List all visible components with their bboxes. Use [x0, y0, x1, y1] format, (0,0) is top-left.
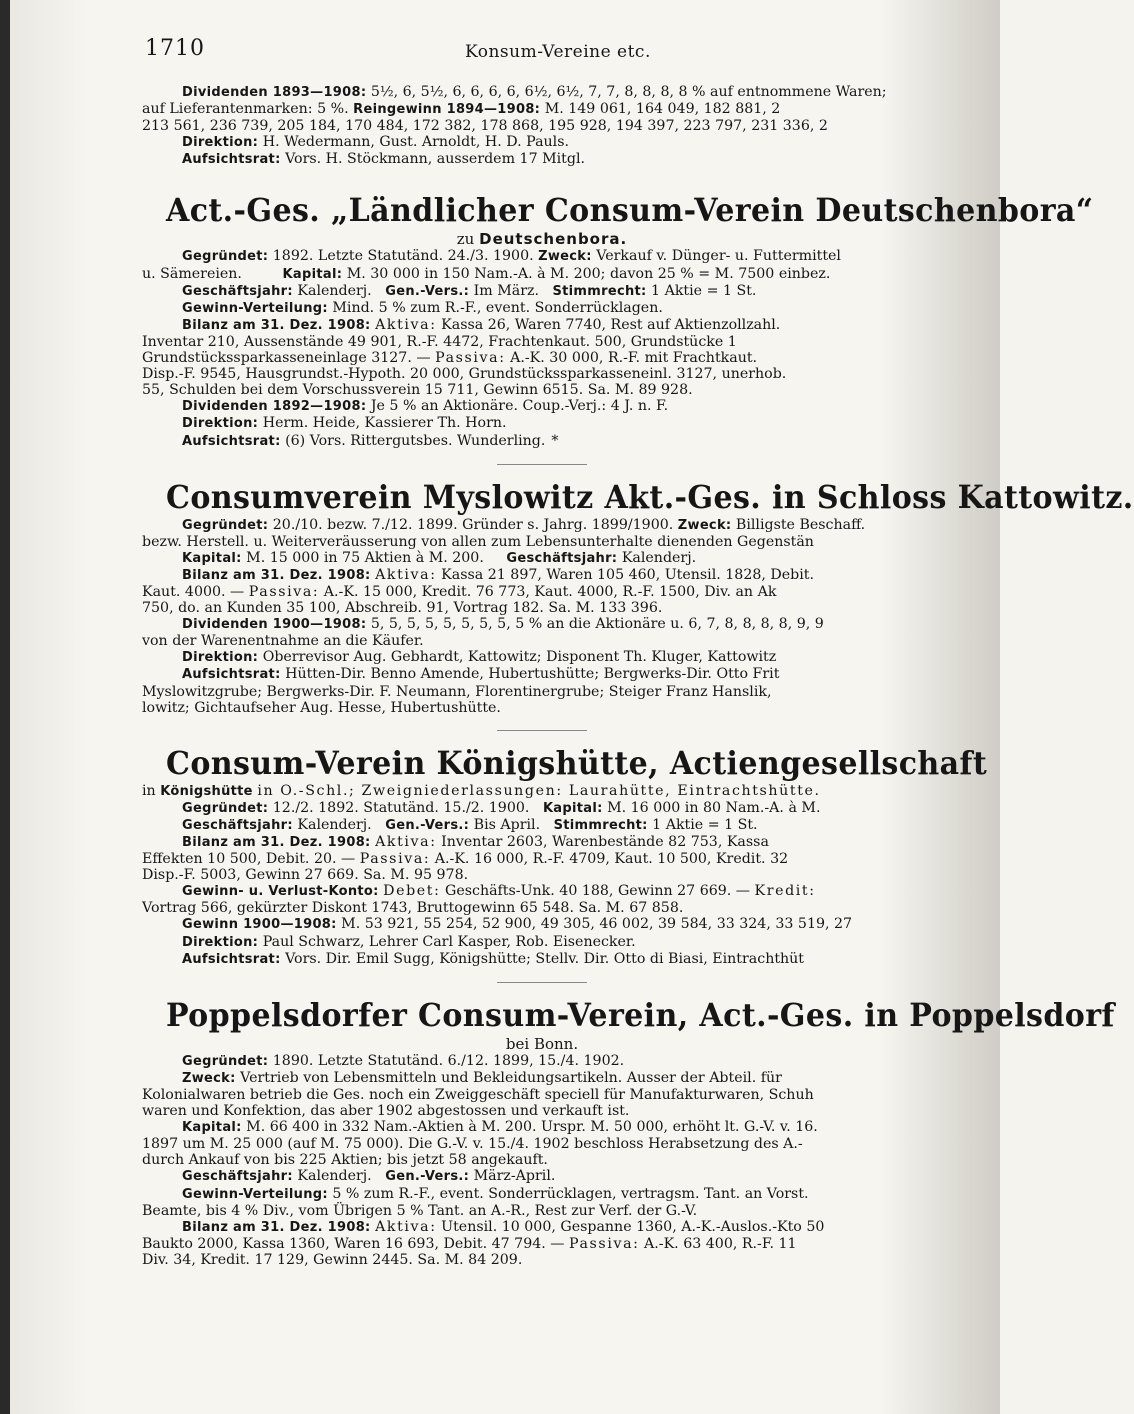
field-text: Je 5 % an Aktionäre. Coup.-Verj.: 4 J. n. F.	[370, 398, 669, 415]
field-label: Dividenden 1900—1908:	[182, 617, 367, 633]
company-subtitle: bei Bonn.	[505, 1034, 579, 1053]
entry-line: Myslowitzgrube; Bergwerks-Dir. F. Neumann, Florentinergrube; Steiger Franz Hanslik,	[142, 683, 772, 700]
dividenden-text: 5½, 6, 5½, 6, 6, 6, 6, 6½, 6½, 7, 7, 8, 8, 8, 8 % auf entnommene Waren;	[370, 84, 887, 100]
field-label: Stimmrecht:	[553, 817, 648, 833]
spacer	[142, 168, 942, 190]
entry-line	[142, 916, 942, 933]
field-text: Oberrevisor Aug. Gebhardt, Kattowitz; Disponent Th. Kluger, Kattowitz	[262, 649, 777, 666]
field-label: Gewinn-Verteilung:	[182, 1186, 328, 1202]
section-divider	[497, 982, 587, 983]
passiva-label: Passiva:	[435, 350, 506, 367]
entry-line	[142, 817, 942, 834]
field-label: Gegründet:	[182, 517, 269, 533]
field-text: (6) Vors. Rittergutsbes. Wunderling.	[285, 432, 546, 449]
entry-line: lowitz; Gichtaufseher Aug. Hesse, Hubertushütte.	[142, 699, 501, 716]
entry-line: Disp.-F. 5003, Gewinn 27 669. Sa. M. 95 978.	[142, 867, 469, 884]
field-label: Gen.-Vers.:	[385, 283, 470, 299]
field-label: Kapital:	[182, 1120, 242, 1136]
field-text: 20./10. bezw. 7./12. 1899. Gründer s. Jahrg. 1899/1900.	[272, 516, 674, 533]
field-text: Effekten 10 500, Debit. 20. —	[142, 851, 356, 868]
field-label: Kapital:	[182, 550, 242, 566]
entry-line	[142, 433, 942, 450]
asterisk-mark: *	[551, 432, 559, 449]
field-text: A.-K. 15 000, Kredit. 76 773, Kaut. 4000, R.-F. 1500, Div. an Ak	[323, 583, 777, 600]
page-content	[142, 84, 1134, 1268]
field-label: Direktion:	[182, 934, 259, 950]
reingewinn-label: Reingewinn 1894—1908:	[353, 102, 541, 118]
field-label: Gewinn-Verteilung:	[182, 300, 328, 316]
entry-line: von der Warenentnahme an die Käufer.	[142, 633, 424, 650]
entry-line	[142, 398, 942, 415]
field-text: A.-K. 16 000, R.-F. 4709, Kaut. 10 500, Kredit. 32	[434, 851, 789, 868]
subtitle-prefix: zu	[456, 230, 475, 249]
field-label: Zweck:	[677, 517, 732, 533]
field-text: 1890. Letzte Statutänd. 6./12. 1899, 15./4. 1902.	[272, 1052, 625, 1069]
entry-line	[142, 584, 942, 600]
entry-line: Kolonialwaren betrieb die Ges. noch ein Zweiggeschäft speciell für Manufakturwaren, Schuh	[142, 1086, 814, 1103]
carryover-line: 213 561, 236 739, 205 184, 170 484, 172 382, 178 868, 195 928, 194 397, 223 797, 231 336, 2	[142, 118, 828, 135]
field-label: Zweck:	[182, 1070, 236, 1086]
field-text: Kalenderj.	[621, 549, 697, 566]
field-text: Kalenderj.	[297, 1168, 372, 1185]
entry-line	[142, 550, 942, 567]
entry-line	[142, 248, 942, 265]
entry-line: 1897 um M. 25 000 (auf M. 75 000). Die G.-V. v. 15./4. 1902 beschloss Herabsetzung des A.-	[142, 1136, 803, 1153]
field-label: Gen.-Vers.:	[385, 817, 470, 833]
field-text: Vors. Dir. Emil Sugg, Königshütte; Stellv. Dir. Otto di Biasi, Eintrachthüt	[285, 950, 805, 967]
entry-line	[142, 266, 942, 283]
field-text: A.-K. 63 400, R.-F. 11	[644, 1235, 797, 1252]
entry-line: Inventar 210, Aussenstände 49 901, R.-F. 4472, Frachtenkaut. 500, Grundstücke 1	[142, 333, 737, 350]
field-label: Aufsichtsrat:	[182, 951, 281, 967]
field-label: Direktion:	[182, 416, 259, 432]
entry-line	[142, 300, 942, 317]
field-text: 1 Aktie = 1 St.	[651, 282, 757, 299]
field-text: 12./2. 1892. Statutänd. 15./2. 1900.	[272, 799, 530, 816]
field-label: Kapital:	[542, 800, 603, 816]
entry-line	[142, 649, 942, 666]
field-label: Aufsichtsrat:	[182, 667, 281, 683]
aktiva-label: Aktiva:	[375, 566, 437, 583]
field-text: M. 30 000 in 150 Nam.-A. à M. 200; davon 25 % = M. 7500 einbez.	[346, 265, 831, 282]
company-subtitle	[142, 230, 942, 248]
entry-line	[142, 283, 942, 300]
field-text: u. Sämereien.	[142, 265, 242, 282]
entry-line	[142, 1119, 942, 1136]
field-label: Gen.-Vers.:	[385, 1169, 470, 1185]
aktiva-label: Aktiva:	[375, 316, 437, 333]
lieferantenmarken-text: auf Lieferantenmarken: 5 %.	[142, 101, 349, 118]
field-text: M. 16 000 in 80 Nam.-A. à M.	[607, 799, 821, 816]
entry-line	[142, 1053, 942, 1070]
entry-line	[142, 1219, 942, 1236]
entry-line	[142, 317, 942, 334]
page-number: 1710	[145, 36, 205, 61]
running-head: Konsum-Vereine etc.	[465, 42, 651, 62]
entry-line: waren und Konfektion, das aber 1902 abgestossen und verkauft ist.	[142, 1103, 630, 1120]
direktion-text: H. Wedermann, Gust. Arnoldt, H. D. Pauls.	[262, 134, 570, 151]
entry-line	[142, 1236, 942, 1252]
field-text: Inventar 2603, Warenbestände 82 753, Kassa	[441, 834, 769, 850]
entry-line	[142, 666, 942, 683]
field-text: März-April.	[473, 1168, 556, 1185]
field-text: M. 15 000 in 75 Aktien à M. 200.	[246, 549, 484, 566]
field-label: Gegründet:	[182, 1053, 269, 1069]
company-entry	[142, 743, 988, 968]
company-title: Consumverein Myslowitz Akt.-Ges. in Schloss Kattowitz.	[166, 477, 1134, 516]
field-label: Zweck:	[538, 249, 592, 265]
aufsichtsrat-label: Aufsichtsrat:	[182, 152, 281, 168]
entry-line	[142, 567, 942, 584]
field-text: Billigste Beschaff.	[735, 516, 866, 533]
field-label: Gegründet:	[182, 249, 269, 265]
entry-line: Vortrag 566, gekürzter Diskont 1743, Bruttogewinn 65 548. Sa. M. 67 858.	[142, 900, 684, 917]
entry-line	[142, 883, 942, 900]
field-text: Utensil. 10 000, Gespanne 1360, A.-K.-Auslos.-Kto 50	[441, 1218, 825, 1235]
field-text: Geschäfts-Unk. 40 188, Gewinn 27 669. —	[445, 883, 750, 900]
entry-line	[142, 1186, 942, 1203]
company-subtitle	[142, 783, 942, 800]
field-text: Herm. Heide, Kassierer Th. Horn.	[262, 415, 507, 432]
field-text: Kassa 21 897, Waren 105 460, Utensil. 1828, Debit.	[441, 566, 815, 583]
kredit-label: Kredit:	[754, 883, 816, 900]
aufsichtsrat-text: Vors. H. Stöckmann, ausserdem 17 Mitgl.	[285, 151, 585, 168]
field-text: 5 % zum R.-F., event. Sonderrücklagen, vertragsm. Tant. an Vorst.	[332, 1185, 809, 1202]
field-label: Bilanz am 31. Dez. 1908:	[182, 1219, 371, 1235]
field-label: Aufsichtsrat:	[182, 433, 281, 449]
company-entry	[142, 995, 1115, 1268]
carryover-direktion	[142, 134, 942, 151]
carryover-dividenden	[142, 84, 942, 101]
field-text: Im März.	[473, 282, 539, 299]
subtitle-place: Königshütte	[160, 783, 253, 799]
field-text: Baukto 2000, Kassa 1360, Waren 16 693, Debit. 47 794. —	[142, 1235, 565, 1252]
subtitle-place: Deutschenbora.	[479, 230, 628, 249]
field-text: Paul Schwarz, Lehrer Carl Kasper, Rob. Eisenecker.	[262, 933, 636, 950]
entry-line: 55, Schulden bei dem Vorschussverein 15 711, Gewinn 6515. Sa. M. 89 928.	[142, 382, 693, 399]
field-text: Kalenderj.	[297, 816, 372, 833]
field-text: Bis April.	[473, 816, 541, 833]
field-label: Gewinn- u. Verlust-Konto:	[182, 884, 379, 900]
entry-line	[142, 800, 942, 817]
entry-line	[142, 415, 942, 432]
reingewinn-text: M. 149 061, 164 049, 182 881, 2	[544, 101, 781, 118]
company-title: Act.-Ges. „Ländlicher Consum-Verein Deutschenbora“	[166, 191, 1094, 230]
company-title: Poppelsdorfer Consum-Verein, Act.-Ges. in Poppelsdorf	[166, 995, 1115, 1034]
entry-line	[142, 834, 942, 851]
entry-line	[142, 1070, 942, 1087]
entry-line	[142, 934, 942, 951]
field-text: Kaut. 4000. —	[142, 583, 245, 600]
field-text: Verkauf v. Dünger- u. Futtermittel	[596, 248, 841, 265]
field-text: Vertrieb von Lebensmitteln und Bekleidungsartikeln. Ausser der Abteil. für	[240, 1069, 782, 1086]
entry-line: Disp.-F. 9545, Hausgrundst.-Hypoth. 20 000, Grundstückssparkasseneinl. 3127, unerhob.	[142, 366, 787, 383]
company-entry	[142, 477, 1134, 716]
entry-line	[142, 350, 942, 366]
entry-line: durch Ankauf von bis 225 Aktien; bis jetzt 58 angekauft.	[142, 1152, 548, 1169]
field-text: Grundstückssparkasseneinlage 3127. —	[142, 350, 431, 367]
page-header	[145, 36, 945, 66]
passiva-label: Passiva:	[248, 583, 320, 600]
company-title: Consum-Verein Königshütte, Actiengesellschaft	[166, 743, 988, 782]
carryover-line	[142, 101, 942, 118]
field-label: Bilanz am 31. Dez. 1908:	[182, 567, 371, 583]
field-text: A.-K. 30 000, R.-F. mit Frachtkaut.	[510, 350, 758, 367]
field-label: Kapital:	[282, 266, 343, 282]
passiva-label: Passiva:	[568, 1235, 640, 1252]
company-entry	[142, 190, 1094, 449]
field-label: Bilanz am 31. Dez. 1908:	[182, 835, 371, 850]
field-label: Geschäftsjahr:	[182, 817, 293, 833]
field-text: 1892. Letzte Statutänd. 24./3. 1900.	[272, 248, 534, 265]
subtitle-prefix: in	[142, 782, 156, 799]
field-text: M. 53 921, 55 254, 52 900, 49 305, 46 002, 39 584, 33 324, 33 519, 27	[341, 916, 853, 933]
field-label: Gewinn 1900—1908:	[182, 917, 337, 933]
section-divider	[497, 730, 587, 731]
field-text: 1 Aktie = 1 St.	[652, 816, 758, 833]
entry-line	[142, 851, 942, 867]
field-text: Mind. 5 % zum R.-F., event. Sonderrücklagen.	[332, 299, 663, 316]
field-label: Geschäftsjahr:	[182, 1169, 293, 1185]
section-divider	[497, 464, 587, 465]
entry-line	[142, 517, 942, 534]
field-label: Bilanz am 31. Dez. 1908:	[182, 317, 371, 333]
entry-line	[142, 951, 942, 968]
entry-line	[142, 616, 942, 633]
field-text: Kassa 26, Waren 7740, Rest auf Aktienzollzahl.	[441, 316, 781, 333]
direktion-label: Direktion:	[182, 135, 259, 151]
aktiva-label: Aktiva:	[375, 1218, 437, 1235]
field-label: Geschäftsjahr:	[182, 283, 293, 299]
field-label: Direktion:	[182, 650, 259, 666]
entry-line	[142, 1168, 942, 1185]
field-label: Stimmrecht:	[552, 283, 647, 299]
carryover-entry	[142, 84, 942, 168]
field-text: Hütten-Dir. Benno Amende, Hubertushütte; Bergwerks-Dir. Otto Frit	[285, 666, 780, 683]
entry-line: bezw. Herstell. u. Weiterveräusserung von allen zum Lebensunterhalte dienenden Gegenstän	[142, 533, 814, 550]
entry-line: Div. 34, Kredit. 17 129, Gewinn 2445. Sa. M. 84 209.	[142, 1251, 523, 1268]
dividenden-label: Dividenden 1893—1908:	[182, 85, 367, 100]
field-text: M. 66 400 in 332 Nam.-Aktien à M. 200. Urspr. M. 50 000, erhöht lt. G.-V. v. 16.	[246, 1119, 818, 1136]
carryover-aufsichtsrat	[142, 151, 942, 168]
subtitle-rest: in O.-Schl.; Zweigniederlassungen: Laurahütte, Eintrachtshütte.	[257, 782, 821, 799]
field-text: Kalenderj.	[297, 282, 372, 299]
field-text: 5, 5, 5, 5, 5, 5, 5, 5, 5 % an die Aktionäre u. 6, 7, 8, 8, 8, 8, 9, 9	[370, 616, 824, 633]
entry-line: Beamte, bis 4 % Div., vom Übrigen 5 % Tant. an A.-R., Rest zur Verf. der G.-V.	[142, 1202, 698, 1219]
passiva-label: Passiva:	[359, 851, 431, 868]
debet-label: Debet:	[383, 883, 441, 900]
entry-line: 750, do. an Kunden 35 100, Abschreib. 91, Vortrag 182. Sa. M. 133 396.	[142, 600, 663, 617]
field-label: Geschäftsjahr:	[506, 550, 618, 566]
field-label: Gegründet:	[182, 800, 269, 816]
aktiva-label: Aktiva:	[375, 834, 437, 850]
field-label: Dividenden 1892—1908:	[182, 399, 367, 415]
